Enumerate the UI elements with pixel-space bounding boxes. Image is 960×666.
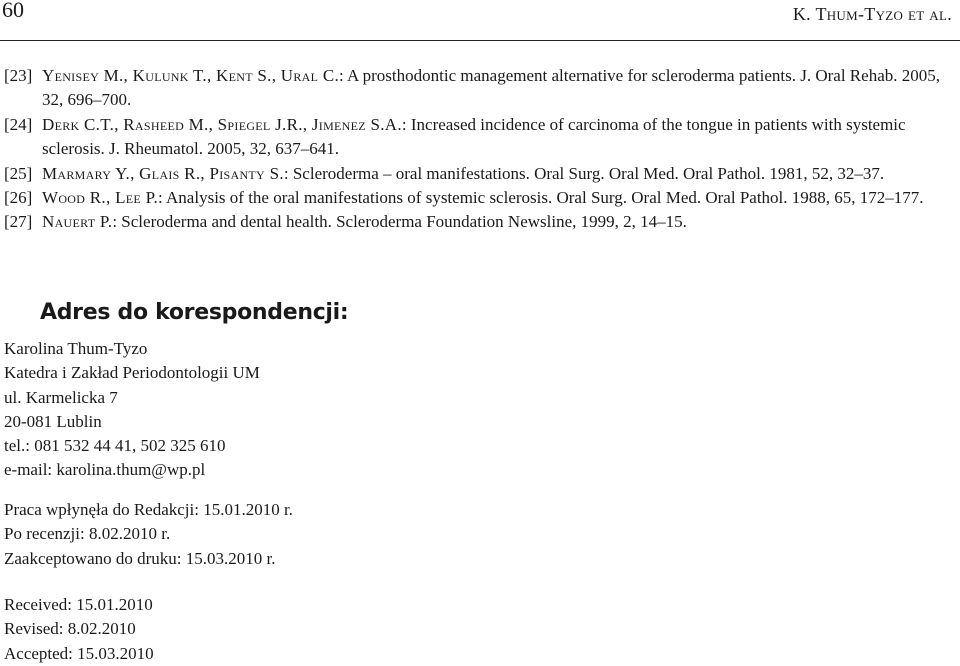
reference-23 <box>4 64 954 113</box>
correspondence-address <box>4 337 260 483</box>
address-name: Karolina Thum-Tyzo <box>4 339 148 358</box>
submission-dates-pl <box>4 498 293 571</box>
reference-authors: Marmary Y., Glais R., Pisanty S. <box>42 163 284 183</box>
address-department: Katedra i Zakład Periodontologii UM <box>4 363 260 383</box>
address-phone: tel.: 081 532 44 41, 502 325 610 <box>4 436 226 456</box>
reference-text: : Scleroderma and dental health. Scleroderma Foundation Newsline, 1999, 2, 14–15. <box>112 212 687 232</box>
reference-text: : Scleroderma – oral manifestations. Oral Surg. Oral Med. Oral Pathol. 1981, 52, 32–37. <box>283 163 885 183</box>
reference-authors: Wood R., Lee P. <box>42 188 158 208</box>
reference-number: [24] <box>4 114 33 134</box>
header-rule <box>0 40 960 41</box>
date-received: Received: 15.01.2010 <box>4 595 153 614</box>
reference-25 <box>4 162 954 186</box>
address-street: ul. Karmelicka 7 <box>4 387 118 407</box>
reference-number: [27] <box>4 212 33 232</box>
reference-authors: Derk C.T., Rasheed M., Spiegel J.R., Jimenez S.A. <box>42 114 402 134</box>
reference-authors: Nauert P. <box>42 212 113 232</box>
reference-number: [26] <box>4 188 33 208</box>
running-head: K. Thum-Tyzo et al. <box>792 4 952 24</box>
reference-text: : Analysis of the oral manifestations of systemic sclerosis. Oral Surg. Oral Med. Oral Pathol. 1988, 65, 172–177. <box>158 188 924 208</box>
date-revised: Revised: 8.02.2010 <box>4 619 136 639</box>
reference-authors: Yenisey M., Kulunk T., Kent S., Ural C. <box>42 66 340 85</box>
date-submitted-pl: Praca wpłynęła do Redakcji: 15.01.2010 r. <box>4 500 293 519</box>
address-city: 20-081 Lublin <box>4 411 102 431</box>
reference-text: : Increased incidence of carcinoma of the tongue in patients with systemic sclerosis. J. Rheumatol. 2005, 32, 637–641. <box>42 114 906 159</box>
correspondence-heading: Adres do korespondencji: <box>40 300 349 325</box>
reference-list <box>4 64 954 235</box>
reference-text: : A prosthodontic management alternative for scleroderma patients. J. Oral Rehab. 2005, 32, 696–700. <box>42 66 940 110</box>
reference-number: [25] <box>4 163 33 183</box>
reference-number: [23] <box>4 66 33 85</box>
reference-24 <box>4 113 954 162</box>
date-accepted: Accepted: 15.03.2010 <box>4 643 154 663</box>
submission-dates-en <box>4 593 154 666</box>
reference-26 <box>4 186 954 210</box>
date-reviewed-pl: Po recenzji: 8.02.2010 r. <box>4 524 171 544</box>
page-number: 60 <box>2 0 24 22</box>
reference-27 <box>4 210 954 234</box>
address-email: e-mail: karolina.thum@wp.pl <box>4 460 206 480</box>
date-accepted-pl: Zaakceptowano do druku: 15.03.2010 r. <box>4 548 276 568</box>
